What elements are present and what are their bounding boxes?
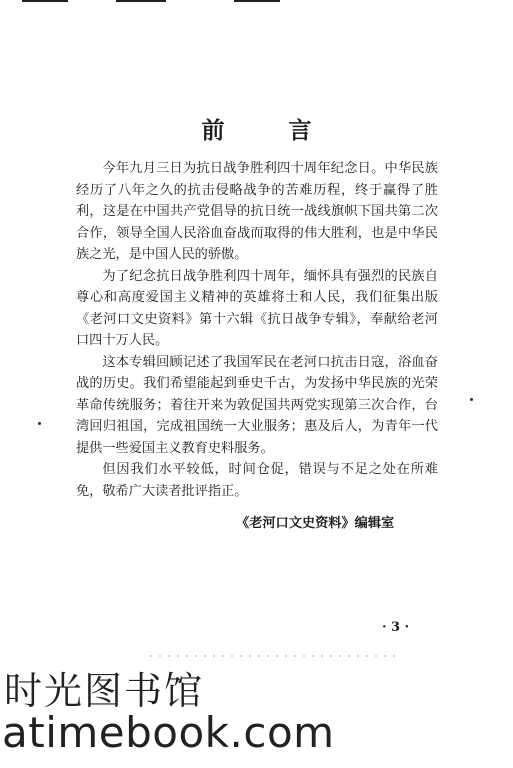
- page-number: · 3 ·: [382, 620, 410, 635]
- top-rule-right: [234, 0, 280, 2]
- page-title: 前 言: [201, 117, 340, 144]
- paragraph-4: 但因我们水平较低，时间仓促，错误与不足之处在所难免，敬希广大读者批评指正。: [76, 462, 438, 499]
- preface-body: [76, 158, 438, 502]
- watermark-url: atimebook.com: [2, 708, 335, 757]
- editorial-signature: 《老河口文史资料》编辑室: [236, 516, 395, 531]
- scan-speck: [470, 398, 473, 401]
- paragraph-3: 这本专辑回顾记述了我国军民在老河口抗击日寇，浴血奋战的历史。我们希望能起到垂史千古，为发扬中华民族的光荣革命传统服务；着往开来为敦促国共两党实现第三次合作，台湾回归祖国，完成祖国统一大业服务；惠及后人，为青年一代提供一些爱国主义教育史料服务。: [76, 354, 438, 456]
- scan-speck: [38, 422, 41, 425]
- paragraph-2: 为了纪念抗日战争胜利四十周年，缅怀具有强烈的民族自尊心和高度爱国主义精神的英雄将士和人民，我们征集出版《老河口文史资料》第十六辑《抗日战争专辑》，奉献给老河口四十万人民。: [76, 268, 438, 348]
- watermark: [0, 660, 513, 768]
- paragraph-1: 今年九月三日为抗日战争胜利四十周年纪念日。中华民族经历了八年之久的抗击侵略战争的苦难历程，终于赢得了胜利，这是在中国共产党倡导的抗日统一战线旗帜下国共第二次合作，领导全国人民浴血奋战而取得的伟大胜利，也是中华民族之光，是中国人民的骄傲。: [76, 161, 438, 262]
- scan-noise: [150, 655, 400, 657]
- top-rule-middle: [116, 0, 166, 2]
- watermark-chinese: 时光图书馆: [4, 669, 205, 713]
- top-rule-left: [22, 0, 68, 2]
